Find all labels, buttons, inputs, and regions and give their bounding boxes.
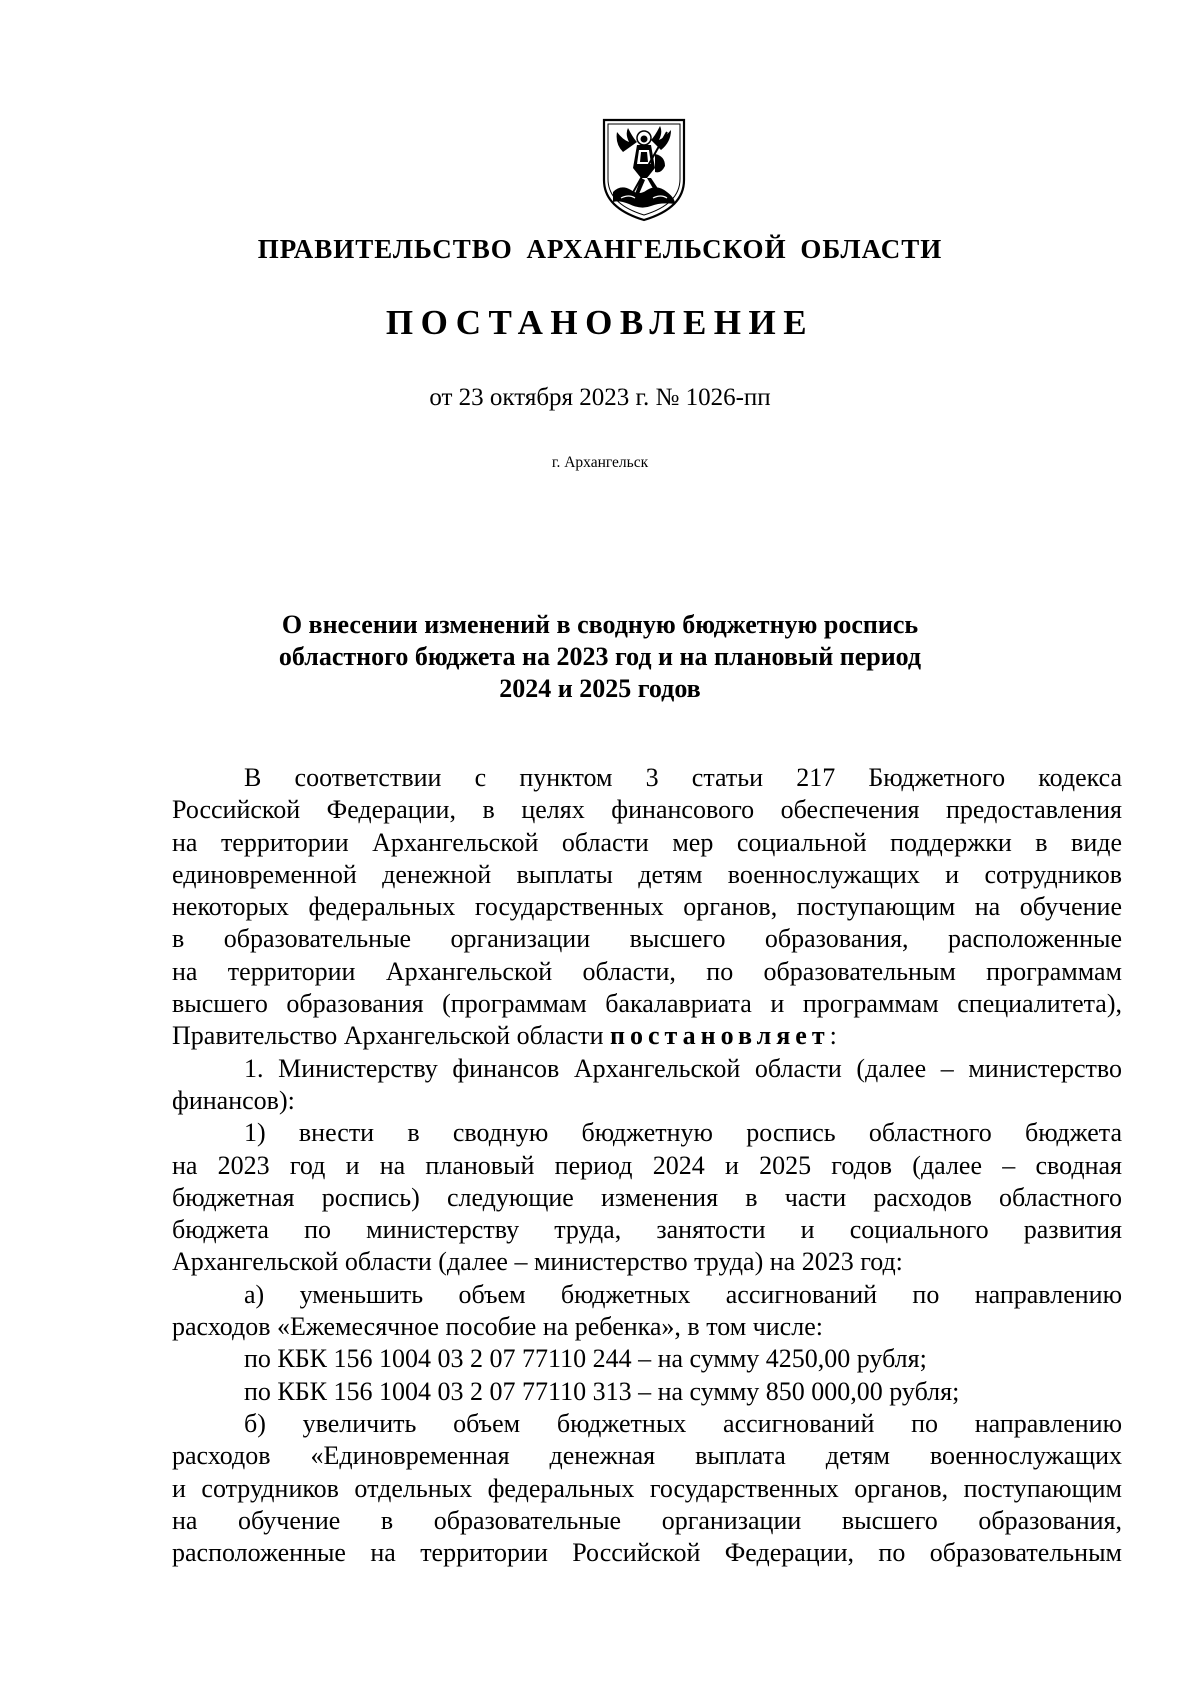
body-line: на обучение в образовательные организации высшего образования, — [172, 1505, 1122, 1535]
body-line: бюджетная роспись) следующие изменения в части расходов областного — [172, 1182, 1122, 1212]
document-kind: ПОСТАНОВЛЕНИЕ — [385, 303, 815, 342]
body-line: единовременной денежной выплаты детям военнослужащих и сотрудников — [172, 859, 1122, 889]
body-line: б) увеличить объем бюджетных ассигнований по направлению — [244, 1408, 1122, 1438]
body-line — [172, 1020, 1122, 1052]
document-city: г. Архангельск — [551, 454, 649, 471]
body-line: а) уменьшить объем бюджетных ассигнований по направлению — [244, 1279, 1122, 1309]
organization-title: ПРАВИТЕЛЬСТВО АРХАНГЕЛЬСКОЙ ОБЛАСТИ — [257, 234, 943, 264]
body-line: расходов «Ежемесячное пособие на ребенка», в том числе: — [172, 1312, 823, 1342]
document-subject — [240, 609, 960, 705]
body-line: и сотрудников отдельных федеральных государственных органов, поступающим — [172, 1473, 1122, 1503]
subject-line: областного бюджета на 2023 год и на плановый период — [278, 642, 922, 671]
body-line: в образовательные организации высшего образования, расположенные — [172, 924, 1122, 954]
coat-of-arms-icon — [601, 118, 687, 222]
body-text-fragment: Правительство Архангельской области — [172, 1021, 611, 1051]
body-line: бюджета по министерству труда, занятости и социального развития — [172, 1215, 1122, 1245]
document-body — [172, 762, 1122, 1569]
body-line: по КБК 156 1004 03 2 07 77110 244 – на сумму 4250,00 рубля; — [244, 1344, 927, 1374]
subject-line: 2024 и 2025 годов — [499, 674, 701, 703]
body-line: некоторых федеральных государственных органов, поступающим на обучение — [172, 892, 1122, 922]
body-text-fragment: : — [829, 1021, 837, 1051]
body-line: 1) внести в сводную бюджетную роспись областного бюджета — [244, 1118, 1122, 1148]
body-line: на 2023 год и на плановый период 2024 и 2025 годов (далее – сводная — [172, 1150, 1122, 1180]
body-line: Российской Федерации, в целях финансового обеспечения предоставления — [172, 795, 1122, 825]
body-line: расположенные на территории Российской Федерации, по образовательным — [172, 1538, 1122, 1568]
body-line: финансов): — [172, 1085, 295, 1115]
body-line: высшего образования (программам бакалавриата и программам специалитета), — [172, 989, 1122, 1019]
subject-line: О внесении изменений в сводную бюджетную роспись — [281, 610, 919, 639]
body-line: на территории Архангельской области мер социальной поддержки в виде — [172, 827, 1122, 857]
body-line: Архангельской области (далее – министерство труда) на 2023 год: — [172, 1247, 903, 1277]
body-line: В соответствии с пунктом 3 статьи 217 Бюджетного кодекса — [244, 763, 1122, 792]
body-line: 1. Министерству финансов Архангельской области (далее – министерство — [244, 1053, 1122, 1083]
body-line: на территории Архангельской области, по образовательным программам — [172, 956, 1122, 986]
resolution-keyword: постановляет — [610, 1021, 830, 1051]
document-date-number: от 23 октября 2023 г. № 1026-пп — [429, 384, 771, 411]
body-line: по КБК 156 1004 03 2 07 77110 313 – на сумму 850 000,00 рубля; — [244, 1376, 960, 1406]
body-line: расходов «Единовременная денежная выплата детям военнослужащих — [172, 1441, 1122, 1471]
